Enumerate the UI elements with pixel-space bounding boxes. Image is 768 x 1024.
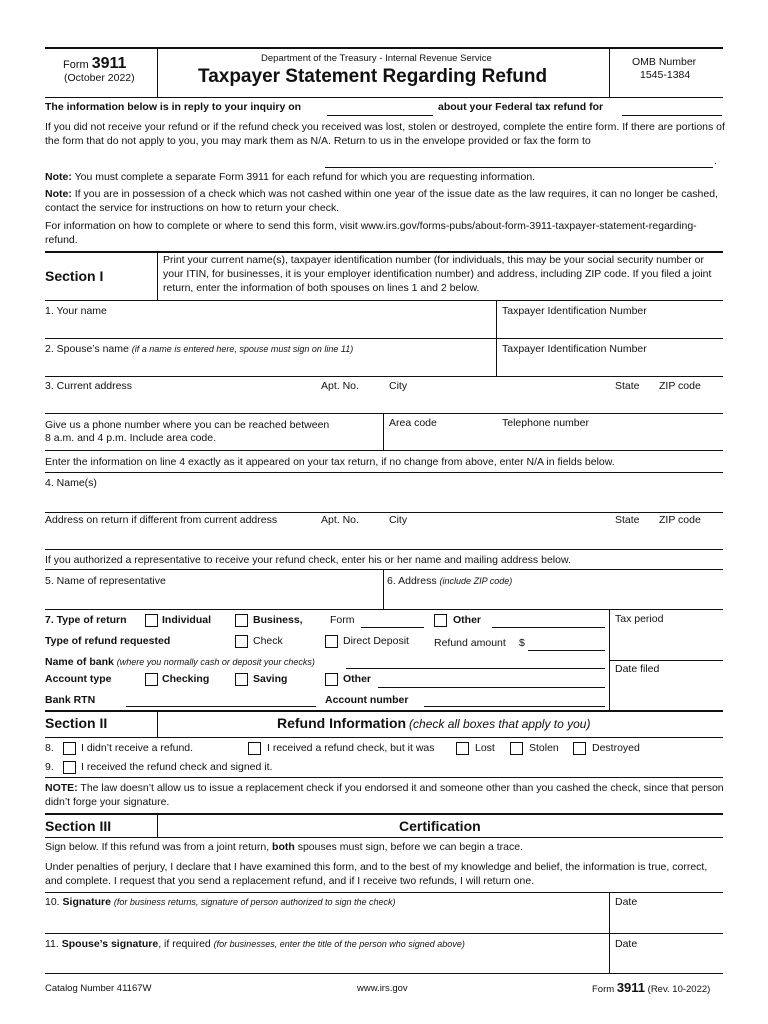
other-account-field[interactable] <box>378 687 605 688</box>
bank-name-field[interactable] <box>346 668 605 669</box>
department: Department of the Treasury - Internal Revenue Service <box>261 53 492 64</box>
received-check-checkbox[interactable] <box>248 742 261 755</box>
line-8-number: 8. <box>45 742 54 754</box>
date-filed-field[interactable] <box>612 678 722 708</box>
refund-amount-field[interactable] <box>528 650 605 651</box>
direct-deposit-label: Direct Deposit <box>343 635 409 647</box>
zip-label: ZIP code <box>659 380 701 392</box>
form-type-label: Form <box>330 614 355 626</box>
check-refund-label: Check <box>253 635 283 647</box>
no-refund-label: I didn’t receive a refund. <box>81 742 194 754</box>
other-return-label: Other <box>453 614 482 626</box>
section-1-description: Print your current name(s), taxpayer identification number (for individuals, this may be your social security number or your ITIN, for businesses, it is your employer identification number) and address, including ZIP code. If you filed a joint return, enter the information of both spouses on lines 1 and 2 below. <box>163 254 712 294</box>
website: www.irs.gov <box>357 983 408 994</box>
current-address-field[interactable] <box>45 392 723 412</box>
inquiry-date-field[interactable] <box>327 115 433 116</box>
other-account-label: Other <box>343 673 372 685</box>
line-11-label: 11. Spouse’s signature, if required (for businesses, enter the title of the person who signed above) <box>45 938 465 950</box>
tax-period-field[interactable] <box>612 628 722 658</box>
lost-label: Lost <box>475 742 495 754</box>
other-return-checkbox[interactable] <box>434 614 447 627</box>
other-return-field[interactable] <box>492 627 605 628</box>
date-1-field[interactable] <box>612 910 722 932</box>
refund-amount-label: Refund amount <box>434 637 506 649</box>
perjury-statement: Under penalties of perjury, I declare that I have examined this form, and to the best of my knowledge and belief, the information is true, correct, and complete. I request that you send a replacement refund, and if I receive two refunds, I will return one. <box>45 861 708 887</box>
checking-label: Checking <box>162 673 210 685</box>
representative-address-field[interactable] <box>386 588 722 607</box>
city-label-2: City <box>389 514 408 526</box>
names-on-return-field[interactable] <box>45 490 723 510</box>
instructions: If you did not receive your refund or if the refund check you received was lost, stolen or destroyed, complete the entire form. If there are portions of the form that do not apply to you, you may mark them as N/A. Return to us in the envelope provided or fax the form to <box>45 121 725 147</box>
form-date: (October 2022) <box>64 72 135 84</box>
line-5-label: 5. Name of representative <box>45 575 166 587</box>
account-number-field[interactable] <box>424 706 605 707</box>
account-number-label: Account number <box>325 694 409 706</box>
lost-checkbox[interactable] <box>456 742 469 755</box>
line-1-label: 1. Your name <box>45 305 107 317</box>
apt-label: Apt. No. <box>321 380 359 392</box>
representative-instructions: If you authorized a representative to receive your refund check, enter his or her name and mailing address below. <box>45 554 571 566</box>
individual-label: Individual <box>162 614 212 626</box>
tin-1-field[interactable] <box>498 317 722 337</box>
your-name-field[interactable] <box>45 317 495 337</box>
bank-rtn-label: Bank RTN <box>45 694 96 706</box>
section-2-label: Section II <box>45 715 108 731</box>
saving-checkbox[interactable] <box>235 673 248 686</box>
apt-label-2: Apt. No. <box>321 514 359 526</box>
destroyed-checkbox[interactable] <box>573 742 586 755</box>
line-2-label: 2. Spouse’s name (if a name is entered here, spouse must sign on line 11) <box>45 343 354 355</box>
check-refund-checkbox[interactable] <box>235 635 248 648</box>
received-check-label: I received a refund check, but it was <box>267 742 435 754</box>
instructions-period: . <box>714 155 717 167</box>
business-label: Business, <box>253 614 303 626</box>
tin-1-label: Taxpayer Identification Number <box>502 305 647 317</box>
spouse-name-field[interactable] <box>45 355 495 375</box>
omb-number: 1545-1384 <box>640 69 691 81</box>
line-6-label: 6. Address (include ZIP code) <box>387 575 513 587</box>
no-refund-checkbox[interactable] <box>63 742 76 755</box>
individual-checkbox[interactable] <box>145 614 158 627</box>
spouse-signature-field[interactable] <box>45 952 607 971</box>
state-label: State <box>615 380 640 392</box>
fax-number-field[interactable] <box>325 167 713 168</box>
zip-label-2: ZIP code <box>659 514 701 526</box>
line-7-label: 7. Type of return <box>45 614 127 626</box>
line-4-instructions: Enter the information on line 4 exactly as it appeared on your tax return, if no change from above, enter N/A in fields below. <box>45 456 615 468</box>
section-1-label: Section I <box>45 268 104 284</box>
note-1: Note: You must complete a separate Form 3911 for each refund for which you are requesting information. <box>45 171 536 183</box>
city-label: City <box>389 380 408 392</box>
telephone-label: Telephone number <box>502 417 589 429</box>
dollar-sign: $ <box>519 637 525 649</box>
phone-instructions-b: 8 a.m. and 4 p.m. Include area code. <box>45 432 217 444</box>
stolen-checkbox[interactable] <box>510 742 523 755</box>
telephone-field[interactable] <box>500 430 722 448</box>
date-2-label: Date <box>615 938 638 950</box>
line-10-label: 10. Signature (for business returns, signature of person authorized to sign the check) <box>45 896 396 908</box>
signature-field[interactable] <box>45 910 607 932</box>
signed-check-label: I received the refund check and signed it. <box>81 761 273 773</box>
line-3-label: 3. Current address <box>45 380 132 392</box>
line-4-label: 4. Name(s) <box>45 477 97 489</box>
return-address-label: Address on return if different from current address <box>45 514 278 526</box>
sign-instructions: Sign below. If this refund was from a joint return, both spouses must sign, before we can begin a trace. <box>45 841 523 853</box>
business-checkbox[interactable] <box>235 614 248 627</box>
phone-instructions-a: Give us a phone number where you can be reached between <box>45 419 330 431</box>
section-3-label: Section III <box>45 818 112 834</box>
note-2: Note: If you are in possession of a check which was not cashed within one year of the issue date as the law requires, it can no longer be cashed, contact the service for instructions on how to return your check. <box>45 188 718 214</box>
area-code-field[interactable] <box>386 430 494 448</box>
line-9-number: 9. <box>45 761 54 773</box>
bank-rtn-field[interactable] <box>126 706 316 707</box>
refund-type-label: Type of refund requested <box>45 635 171 647</box>
saving-label: Saving <box>253 673 288 685</box>
tax-period-label: Tax period <box>615 613 664 625</box>
reply-label: The information below is in reply to your inquiry on <box>45 101 302 113</box>
tin-2-field[interactable] <box>498 355 722 375</box>
date-filed-label: Date filed <box>615 663 660 675</box>
refund-for-label: about your Federal tax refund for <box>438 101 604 113</box>
section-2-note: NOTE: The law doesn’t allow us to issue a replacement check if you endorsed it and someone other than you cashed the check, since that person didn’t forge your signature. <box>45 782 724 808</box>
representative-name-field[interactable] <box>45 588 381 607</box>
destroyed-label: Destroyed <box>592 742 640 754</box>
account-type-label: Account type <box>45 673 112 685</box>
tax-year-field[interactable] <box>622 115 722 116</box>
date-1-label: Date <box>615 896 638 908</box>
section-2-title: Refund Information (check all boxes that apply to you) <box>277 715 591 731</box>
direct-deposit-checkbox[interactable] <box>325 635 338 648</box>
stolen-label: Stolen <box>529 742 559 754</box>
page-title: Taxpayer Statement Regarding Refund <box>198 66 548 87</box>
checking-checkbox[interactable] <box>145 673 158 686</box>
area-code-label: Area code <box>389 417 437 429</box>
form-label: Form 3911 <box>63 55 127 72</box>
omb-label: OMB Number <box>632 56 697 68</box>
other-account-checkbox[interactable] <box>325 673 338 686</box>
footer-form-id: Form 3911 (Rev. 10-2022) <box>592 980 711 995</box>
tin-2-label: Taxpayer Identification Number <box>502 343 647 355</box>
info-link-text: For information on how to complete or where to send this form, visit www.irs.gov/forms-pubs/about-form-3911-taxpayer-statement-regarding-refund. <box>45 220 697 246</box>
return-address-field[interactable] <box>45 527 723 547</box>
catalog-number: Catalog Number 41167W <box>45 983 152 994</box>
date-2-field[interactable] <box>612 952 722 971</box>
signed-check-checkbox[interactable] <box>63 761 76 774</box>
bank-name-label: Name of bank (where you normally cash or deposit your checks) <box>45 656 315 668</box>
state-label-2: State <box>615 514 640 526</box>
form-type-field[interactable] <box>361 627 424 628</box>
section-3-title: Certification <box>399 818 481 834</box>
